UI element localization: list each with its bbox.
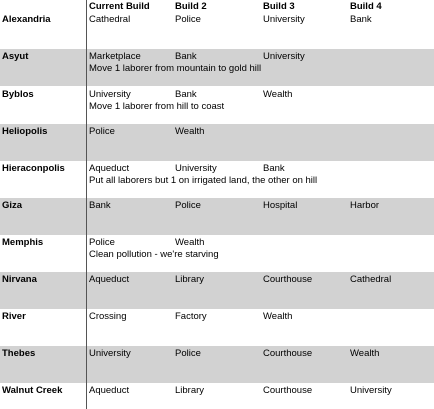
build-cell-1: Aqueduct [89,274,130,285]
build-cell-3: Wealth [263,311,293,322]
build-cell-1: Police [89,126,115,137]
table-row [0,124,434,161]
build-cell-1: Crossing [89,311,127,322]
city-name: Thebes [2,348,36,359]
build-cell-4: University [350,385,392,396]
build-cell-2: Police [175,14,201,25]
table-header [0,0,434,12]
city-name: River [2,311,26,322]
build-cell-2: Library [175,274,205,285]
build-cell-4: Cathedral [350,274,392,285]
city-name: Byblos [2,89,34,100]
build-cell-3: Bank [263,163,285,174]
build-cell-2: University [175,163,217,174]
build-cell-3: Hospital [263,200,298,211]
table-row [0,198,434,235]
row-note: Clean pollution - we're starving [89,249,219,260]
row-note: Move 1 laborer from mountain to gold hill [89,63,262,74]
row-note: Put all laborers but 1 on irrigated land, the other on hill [89,175,318,186]
city-name: Alexandria [2,14,51,25]
header-build-3: Build 3 [263,1,295,12]
build-cell-1: Police [89,237,115,248]
city-name: Nirvana [2,274,37,285]
build-cell-3: Wealth [263,89,293,100]
build-cell-3: Courthouse [263,274,313,285]
city-name: Walnut Creek [2,385,63,396]
header-build-4: Build 4 [350,1,382,12]
city-name: Memphis [2,237,44,248]
build-cell-3: University [263,51,305,62]
table-row [0,49,434,86]
table-row [0,346,434,383]
build-cell-4: Wealth [350,348,380,359]
build-cell-4: Harbor [350,200,380,211]
build-cell-3: University [263,14,305,25]
build-cell-2: Wealth [175,237,205,248]
build-cell-1: Cathedral [89,14,131,25]
build-cell-2: Bank [175,89,197,100]
header-build-2: Build 2 [175,1,207,12]
table-row [0,12,434,49]
build-cell-2: Factory [175,311,207,322]
build-cell-1: University [89,89,131,100]
build-cell-1: Bank [89,200,111,211]
build-cell-1: Aqueduct [89,385,130,396]
build-cell-2: Library [175,385,205,396]
table-row [0,383,434,409]
build-cell-4: Bank [350,14,372,25]
build-cell-1: University [89,348,131,359]
build-cell-2: Police [175,348,201,359]
column-divider [86,0,87,409]
city-name: Asyut [2,51,29,62]
row-note: Move 1 laborer from hill to coast [89,101,225,112]
table-row [0,272,434,309]
table-row [0,87,434,124]
build-cell-1: Marketplace [89,51,141,62]
table-row [0,161,434,198]
table-row [0,309,434,346]
city-name: Hieraconpolis [2,163,65,174]
city-name: Heliopolis [2,126,48,137]
build-cell-3: Courthouse [263,348,313,359]
build-cell-2: Police [175,200,201,211]
header-current-build: Current Build [89,1,150,12]
build-cell-2: Bank [175,51,197,62]
city-name: Giza [2,200,23,211]
table-row [0,235,434,272]
build-cell-3: Courthouse [263,385,313,396]
build-cell-2: Wealth [175,126,205,137]
build-cell-1: Aqueduct [89,163,130,174]
